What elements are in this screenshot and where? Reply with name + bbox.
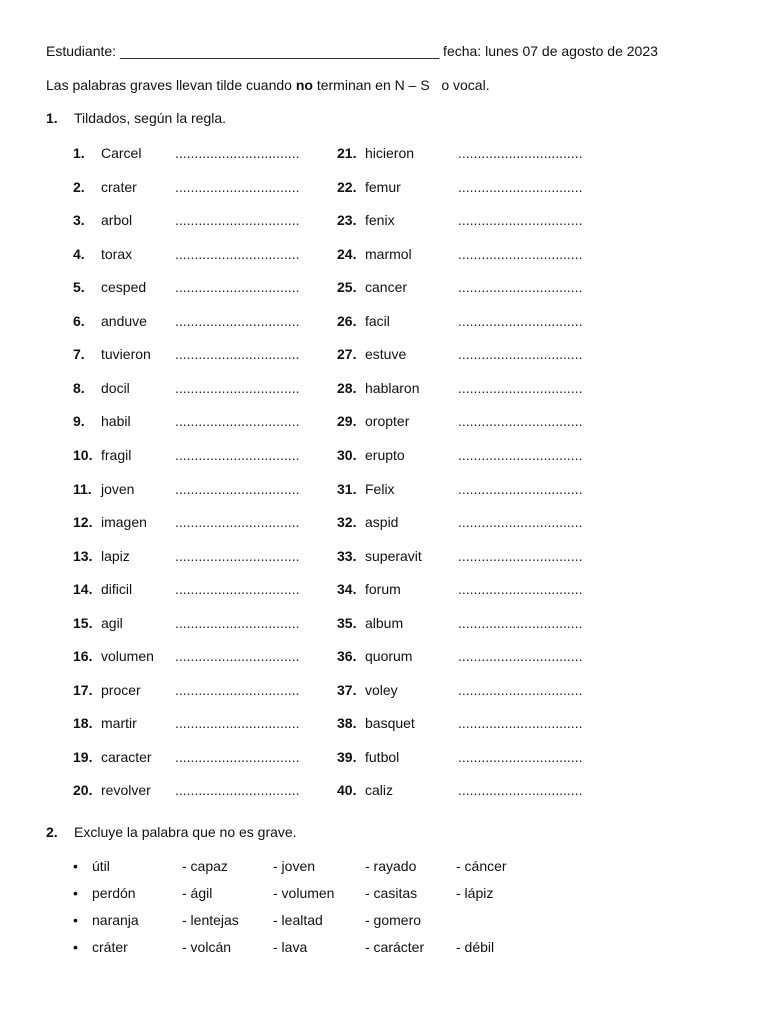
word-item-word: estuve [365, 346, 407, 363]
word-item-number: 8. [73, 379, 85, 396]
word-item [73, 279, 373, 299]
answer-blank: ................................ [175, 413, 300, 430]
word-item-word: volumen [101, 648, 154, 665]
word-item [73, 212, 373, 232]
bullet-word: - capaz [182, 858, 228, 874]
header-line [46, 43, 658, 59]
answer-blank: ................................ [175, 681, 300, 698]
word-item [337, 514, 637, 534]
word-item-number: 11. [73, 480, 92, 497]
answer-blank: ................................ [175, 212, 300, 229]
word-item-word: lapiz [101, 547, 130, 564]
word-item [73, 648, 373, 668]
word-item [337, 581, 637, 601]
bullet-word: - cáncer [456, 858, 507, 874]
answer-blank: ................................ [175, 547, 300, 564]
word-item-number: 6. [73, 312, 85, 329]
word-item-number: 18. [73, 715, 93, 732]
word-item-word: caracter [101, 748, 152, 765]
word-item-word: docil [101, 379, 130, 396]
word-item-word: fragil [101, 446, 132, 463]
word-item-number: 32. [337, 514, 357, 531]
bullet-row [73, 939, 673, 959]
bullet-word: - débil [456, 939, 495, 955]
bullet-word: - lealtad [273, 912, 323, 928]
word-item-word: arbol [101, 212, 133, 229]
bullet-word: - rayado [365, 858, 417, 874]
bullet-word: - gomero [365, 912, 422, 928]
word-item-number: 24. [337, 245, 357, 262]
answer-blank: ................................ [458, 581, 583, 598]
section-1-title: Tildados, según la regla. [74, 110, 227, 126]
word-item-word: superavit [365, 547, 422, 564]
section-1-number: 1. [46, 110, 58, 126]
word-item [73, 514, 373, 534]
answer-blank: ................................ [175, 648, 300, 665]
bullet-row [73, 885, 673, 905]
word-item-number: 5. [73, 279, 85, 296]
word-item-number: 26. [337, 312, 357, 329]
bullet-word: cráter [92, 939, 128, 955]
answer-blank: ................................ [175, 715, 300, 732]
word-item-word: imagen [101, 514, 147, 531]
word-item-number: 33. [337, 547, 357, 564]
word-item-number: 40. [337, 782, 357, 799]
answer-blank: ................................ [458, 178, 583, 195]
word-item [73, 782, 373, 802]
word-item-number: 2. [73, 178, 85, 195]
bullet-word: útil [92, 858, 110, 874]
word-item-word: forum [365, 581, 401, 598]
answer-blank: ................................ [175, 279, 300, 296]
word-item-number: 36. [337, 648, 357, 665]
answer-blank: ................................ [175, 480, 300, 497]
answer-blank: ................................ [175, 581, 300, 598]
word-item-word: habil [101, 413, 131, 430]
answer-blank: ................................ [175, 245, 300, 262]
word-item-word: aspid [365, 514, 399, 531]
word-item [73, 749, 373, 769]
word-item [73, 447, 373, 467]
word-item-number: 30. [337, 446, 357, 463]
word-item-word: basquet [365, 715, 415, 732]
word-item-number: 21. [337, 145, 357, 161]
answer-blank: ................................ [175, 379, 300, 396]
word-item-number: 37. [337, 681, 357, 698]
word-item [337, 615, 637, 635]
word-item [337, 246, 637, 266]
word-item-number: 12. [73, 514, 93, 531]
word-item [337, 782, 637, 802]
section-2-number: 2. [46, 824, 58, 840]
word-item-number: 19. [73, 748, 93, 765]
word-item [337, 179, 637, 199]
word-item [73, 715, 373, 735]
answer-blank: ................................ [175, 446, 300, 463]
answer-blank: ................................ [458, 346, 583, 363]
word-item [337, 648, 637, 668]
bullet-icon: • [73, 858, 78, 874]
word-item-word: femur [365, 178, 401, 195]
word-item [73, 145, 373, 165]
word-item-number: 23. [337, 212, 357, 229]
answer-blank: ................................ [458, 715, 583, 732]
word-item-word: tuvieron [101, 346, 151, 363]
word-item-number: 3. [73, 212, 85, 229]
bullet-word: - casitas [365, 885, 418, 901]
answer-blank: ................................ [458, 212, 583, 229]
word-item-number: 10. [73, 446, 93, 463]
bullet-word: - joven [273, 858, 316, 874]
answer-blank: ................................ [458, 446, 583, 463]
section-2-title: Excluye la palabra que no es grave. [74, 824, 297, 840]
word-item-word: joven [101, 480, 135, 497]
word-item-number: 1. [73, 145, 85, 161]
word-item-word: fenix [365, 212, 395, 229]
answer-blank: ................................ [458, 413, 583, 430]
word-item [73, 346, 373, 366]
rule-text-bold: no [295, 77, 313, 93]
word-item [337, 413, 637, 433]
word-item [337, 749, 637, 769]
word-item-word: album [365, 614, 404, 631]
word-item-word: hablaron [365, 379, 420, 396]
word-item [337, 682, 637, 702]
word-item [73, 380, 373, 400]
bullet-word: - lápiz [456, 885, 494, 901]
word-item [73, 615, 373, 635]
section-2-heading [46, 824, 297, 840]
word-item-number: 15. [73, 614, 93, 631]
bullet-icon: • [73, 939, 78, 955]
answer-blank: ................................ [175, 514, 300, 531]
word-item-word: anduve [101, 312, 147, 329]
bullet-row [73, 912, 673, 932]
bullet-word: - carácter [365, 939, 425, 955]
word-item-number: 16. [73, 648, 93, 665]
word-item-word: Carcel [101, 145, 142, 161]
word-item-word: quorum [365, 648, 413, 665]
answer-blank: ................................ [175, 145, 300, 161]
word-item-word: erupto [365, 446, 405, 463]
answer-blank: ................................ [458, 648, 583, 665]
answer-blank: ................................ [175, 178, 300, 195]
word-item-number: 28. [337, 379, 357, 396]
word-item-word: cesped [101, 279, 147, 296]
word-item-number: 20. [73, 782, 93, 799]
word-item-number: 34. [337, 581, 357, 598]
answer-blank: ................................ [458, 514, 583, 531]
word-item-word: martir [101, 715, 137, 732]
word-item [337, 715, 637, 735]
word-item-word: cancer [365, 279, 408, 296]
word-item-word: Felix [365, 480, 395, 497]
answer-blank: ................................ [458, 782, 583, 799]
rule-text-before: Las palabras graves llevan tilde cuando [46, 77, 296, 93]
answer-blank: ................................ [458, 547, 583, 564]
rule-statement [46, 77, 490, 93]
bullet-word: naranja [92, 912, 139, 928]
word-item-number: 25. [337, 279, 357, 296]
word-item-number: 35. [337, 614, 357, 631]
bullet-word: - ágil [182, 885, 213, 901]
word-item [73, 246, 373, 266]
word-item-word: facil [365, 312, 390, 329]
word-item-number: 14. [73, 581, 93, 598]
word-item [73, 581, 373, 601]
answer-blank: ................................ [175, 782, 300, 799]
answer-blank: ................................ [175, 312, 300, 329]
word-item-word: hicieron [365, 145, 415, 161]
answer-blank: ................................ [458, 748, 583, 765]
word-item [73, 313, 373, 333]
word-item-number: 29. [337, 413, 357, 430]
word-item-word: revolver [101, 782, 151, 799]
word-item-number: 38. [337, 715, 357, 732]
rule-text-after: terminan en N – S o vocal. [312, 77, 490, 93]
word-item-number: 4. [73, 245, 85, 262]
word-item [337, 481, 637, 501]
student-label: Estudiante: _________________________________________ [46, 43, 440, 59]
word-item-word: futbol [365, 748, 400, 765]
word-item [73, 179, 373, 199]
answer-blank: ................................ [458, 312, 583, 329]
word-item-word: crater [101, 178, 137, 195]
word-item [73, 548, 373, 568]
word-item [73, 481, 373, 501]
bullet-word: - volumen [273, 885, 335, 901]
word-item-number: 31. [337, 480, 357, 497]
bullet-word: perdón [92, 885, 136, 901]
word-item-word: oropter [365, 413, 410, 430]
bullet-row [73, 858, 673, 878]
bullet-word: - lentejas [182, 912, 239, 928]
word-item [73, 682, 373, 702]
word-item [337, 279, 637, 299]
word-item-word: dificil [101, 581, 133, 598]
date-text: fecha: lunes 07 de agosto de 2023 [439, 43, 658, 59]
answer-blank: ................................ [458, 480, 583, 497]
word-item [337, 212, 637, 232]
answer-blank: ................................ [458, 145, 583, 161]
answer-blank: ................................ [175, 346, 300, 363]
word-item-number: 7. [73, 346, 85, 363]
word-item-word: torax [101, 245, 133, 262]
word-item-word: procer [101, 681, 141, 698]
answer-blank: ................................ [458, 279, 583, 296]
word-item-number: 22. [337, 178, 357, 195]
answer-blank: ................................ [175, 614, 300, 631]
answer-blank: ................................ [458, 379, 583, 396]
answer-blank: ................................ [458, 245, 583, 262]
bullet-word: - volcán [182, 939, 232, 955]
word-item [337, 313, 637, 333]
word-item-word: marmol [365, 245, 412, 262]
answer-blank: ................................ [458, 614, 583, 631]
word-item-word: agil [101, 614, 123, 631]
word-item [337, 447, 637, 467]
word-item-word: voley [365, 681, 398, 698]
word-item-number: 17. [73, 681, 93, 698]
bullet-icon: • [73, 912, 78, 928]
answer-blank: ................................ [175, 748, 300, 765]
section-1-heading [46, 110, 226, 126]
word-item-word: caliz [365, 782, 394, 799]
answer-blank: ................................ [458, 681, 583, 698]
bullet-icon: • [73, 885, 78, 901]
word-item [337, 380, 637, 400]
word-item-number: 9. [73, 413, 85, 430]
word-item [73, 413, 373, 433]
word-item-number: 13. [73, 547, 93, 564]
word-item-number: 27. [337, 346, 357, 363]
word-item [337, 346, 637, 366]
word-item [337, 145, 637, 165]
word-item-number: 39. [337, 748, 357, 765]
word-item [337, 548, 637, 568]
bullet-word: - lava [273, 939, 308, 955]
